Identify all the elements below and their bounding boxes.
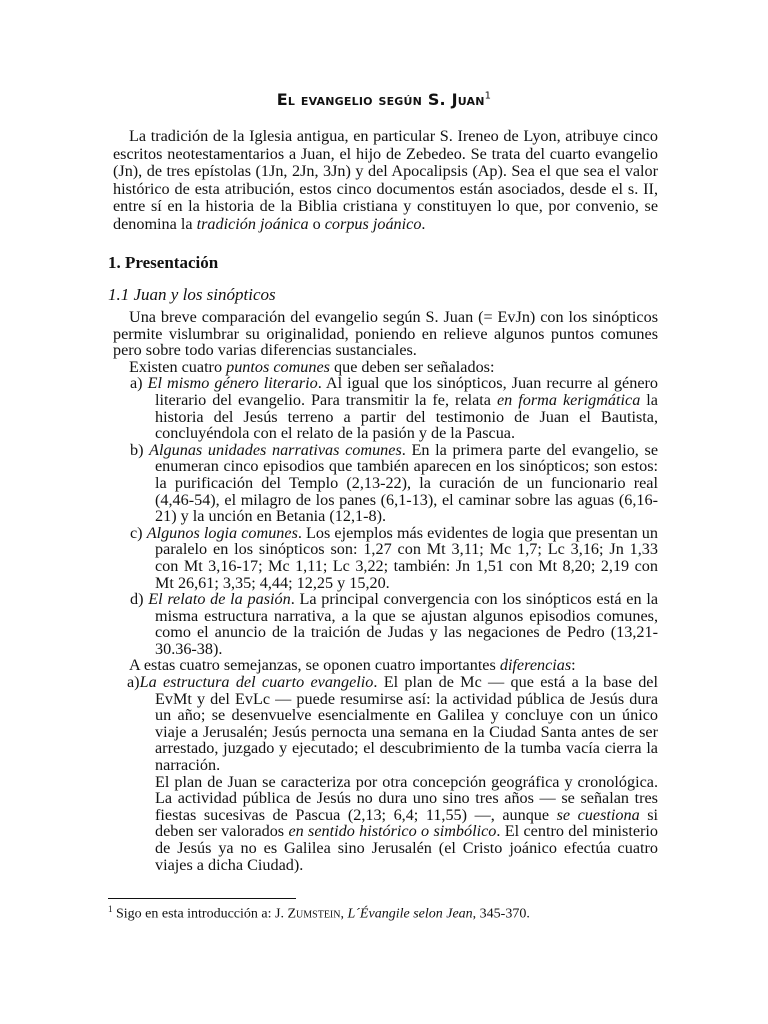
common-item-d — [113, 591, 658, 657]
subsection-heading: 1.1 Juan y los sinópticos — [108, 285, 276, 304]
list-marker: a) — [130, 374, 143, 393]
footnote-separator — [108, 898, 296, 899]
list-marker: d) — [130, 590, 144, 609]
book-title: L´Évangile selon Jean — [347, 906, 473, 922]
text: . El plan de Mc — que está a la base del EvMt y del EvLc — puede resumirse así: la actividad pública de Jesús dura un año; se desenvuelve esencialmente en Galilea y concluye con un único viaje a Jerusalén; Jesús pernocta una semana en la Ciudad Santa antes de ser arrestado, juzgado y ejecutado; el descubrimiento de la tumba vacía cierra la narración. — [155, 673, 658, 775]
text: que deben ser señalados: — [329, 357, 495, 376]
item-heading: La estructura del cuarto evangelio — [139, 673, 374, 692]
term-puntos-comunes: puntos comunes — [226, 357, 330, 376]
intro-connector: o — [308, 214, 325, 233]
text: Existen cuatro — [129, 357, 227, 376]
difference-item-a — [113, 674, 658, 774]
main-text — [113, 309, 658, 873]
text: , 345-370. — [472, 906, 530, 922]
list-marker: b) — [130, 440, 144, 459]
term-kerigmatica: en forma kerigmática — [497, 390, 641, 409]
list-marker: c) — [130, 523, 143, 542]
common-item-a — [113, 375, 658, 441]
term-corpus: corpus joánico — [324, 214, 422, 233]
text: . Al igual que los sinópticos, Juan recurre al género literario del evangelio. Para transmitir la fe, relata — [155, 374, 659, 409]
text: si deben ser valorados — [155, 805, 658, 841]
text: . En la primera parte del evangelio, se enumeran cinco episodios que también aparecen en los sinópticos; son estos: la purificación del Templo (2,13-22), la curación de un funcionario real (4,46-54), el milagro de los panes (6,1-13), el caminar sobre las aguas (6,16-21) y la unción en Betania (12,1-8). — [155, 440, 658, 526]
text: . La principal convergencia con los sinópticos está en la misma estructura narrativa, a la que se ajustan algunos episodios comunes, como el anuncio de la traición de Judas y las negaciones de Pedro (13,21-30.36-38). — [155, 590, 659, 658]
intro-period: . — [421, 214, 426, 233]
footnote — [108, 904, 530, 923]
difference-item-a-cont — [113, 774, 658, 874]
intro-text: La tradición de la Iglesia antigua, en particular S. Ireneo de Lyon, atribuye cinco escritos neotestamentarios a Juan, el hijo de Zebedeo. Se trata del cuarto evangelio (Jn), de tres epístolas (1Jn, 2Jn, 3Jn) y del Apocalipsis (Ap). Sea el que sea el valor histórico de esta atribución, estos cinco documentos están asociados, desde el s. — [113, 127, 658, 198]
common-item-c — [113, 525, 658, 591]
term-sentido: en sentido histórico o simbólico — [288, 822, 497, 841]
item-heading: Algunos logia comunes — [146, 523, 298, 542]
comparison-paragraph: Una breve comparación del evangelio según S. Juan (= EvJn) con los sinópticos permite vislumbrar su originalidad, poniendo en relieve algunos puntos comunes pero sobre todo varias diferencias sustanciales. — [113, 308, 658, 360]
item-heading: El relato de la pasión — [148, 590, 291, 609]
list-marker: a) — [127, 673, 140, 692]
footnote-ref[interactable]: 1 — [484, 90, 492, 102]
text: la historia del Jesús terreno a partir del testimonio de Juan el Bautista, concluyéndola con el relato de la pasión y de la Pascua. — [155, 390, 658, 443]
section-heading: 1. Presentación — [108, 253, 219, 272]
text: . El centro del ministerio de Jesús ya no es Galilea sino Jerusalén (el Cristo joánico efectúa cuatro viajes a dicha Ciudad). — [155, 822, 659, 874]
item-heading: Algunas unidades narrativas comunes — [149, 440, 402, 459]
page-title — [0, 90, 768, 109]
intro-paragraph — [113, 128, 658, 234]
term-diferencias: diferencias — [499, 656, 572, 675]
title-text: El evangelio según S. Juan — [276, 90, 485, 109]
term-se-cuestiona: se cuestiona — [556, 805, 640, 824]
text: . Los ejemplos más evidentes de logia que presentan un paralelo en los sinópticos son: 1,27 con Mt 3,11; Mc 1,7; Lc 3,16; Jn 1,33 con Mt 3,16-17; Mc 1,11; Lc 3,22; también: Jn 1,51 con Mt 8,20; 2,19 con Mt 26,61; 3,35; 4,44; 12,25 y 15,20. — [155, 523, 658, 592]
intro-text-cont: , entre sí en la historia de la Biblia cristiana y constituyen lo que, por convenio, se denomina la — [113, 179, 658, 233]
common-points-intro — [113, 359, 658, 376]
text: El plan de Juan se caracteriza por otra concepción geográfica y cronológica. La actividad pública de Jesús no dura uno sino tres años — se señalan tres fiestas sucesivas de Pascua (2,13; 6,4; 11,55) —, aunque — [155, 772, 658, 824]
text: A estas cuatro semejanzas, se oponen cuatro importantes — [129, 656, 500, 675]
item-heading: El mismo género literario — [147, 374, 318, 393]
differences-intro — [113, 657, 658, 674]
text: : — [571, 656, 576, 675]
text: , — [340, 906, 348, 922]
author-initial: Z — [287, 906, 297, 922]
century-numeral: II — [643, 179, 654, 198]
text: Sigo en esta introducción a: J. — [112, 906, 288, 922]
footnote-number: 1 — [108, 904, 113, 914]
author-name: umstein — [296, 906, 341, 922]
term-tradicion: tradición joánica — [196, 214, 309, 233]
common-item-b — [113, 442, 658, 525]
